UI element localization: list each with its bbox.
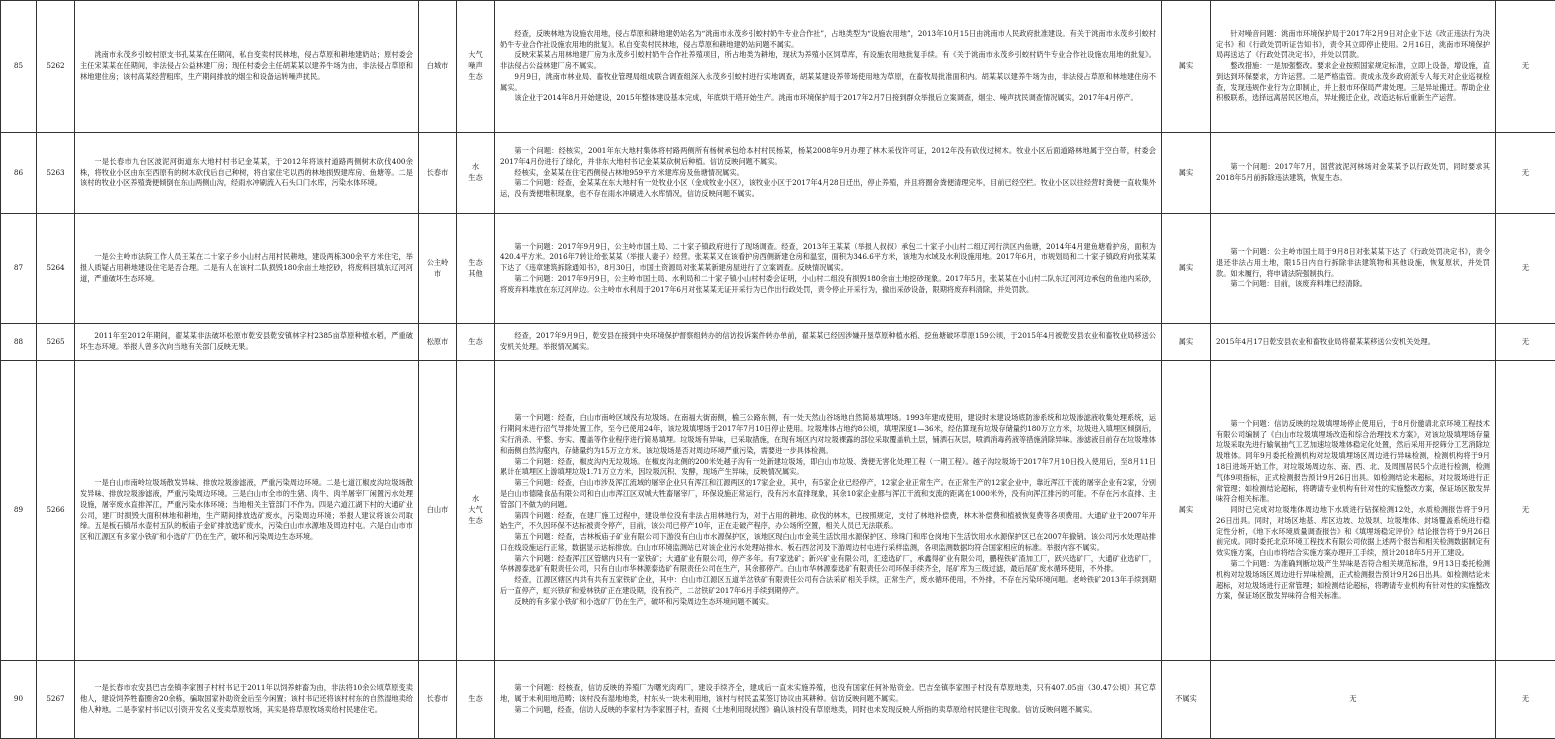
area-cell: 白山市 [419, 361, 457, 661]
verdict-cell: 属实 [1162, 214, 1211, 324]
type-cell: 水 生态 [457, 133, 495, 214]
table-body [1, 1, 1555, 739]
table-row [1, 361, 1555, 661]
table-row [1, 324, 1555, 361]
row-code: 5266 [37, 361, 75, 661]
accountability-cell: 无 [1496, 361, 1555, 661]
handling-para: 2015年4月17日乾安县农业和畜牧业局将翟某某移送公安机关处理。 [1216, 337, 1490, 348]
table-row [1, 1, 1555, 133]
handling-cell [1211, 1, 1496, 133]
findings-para: 第一个问题：2017年9月9日，公主岭市国土局、二十家子镇政府进行了现场调查。经查，2013年王某某（举报人叔叔）承包二十家子小山村二组辽河行洪区内鱼塘，2014年4月建鱼塘看护房，面积为420.4平方米。2016年7转让给张某某（举报人妻子）经营。张某某又在该看护房西侧新建仓房和温室，面积为346.6平方米，该地为水域及水利设施用地。2017年6月，市规划局和二十家子镇政府向张某某下达了《违章建筑拆除通知书》，8月30日，市国土资源局对张某某新建房屋进行了立案调查。反映情况属实。 [500, 242, 1156, 274]
verdict-cell: 属实 [1162, 1, 1211, 133]
findings-para: 经核实，金某某在住宅西侧侵占林地959平方米建库房及鱼塘情况属实。 [500, 168, 1156, 179]
handling-cell [1211, 133, 1496, 214]
handling-para: 针对噪音问题：洮南市环境保护局于2017年2月9日对企业下达《改正违法行为决定书》和《行政处罚听证告知书》，责令其立即停止使用。2月16日，洮南市环境保护局再送达了《行政处罚决定书》，并处以罚款。 [1216, 29, 1490, 61]
complaint-cell [75, 133, 419, 214]
handling-cell [1211, 214, 1496, 324]
findings-para: 9月9日，洮南市林业局、畜牧业管理局组成联合调查组深入永茂乡引蛟村进行实地调查，胡某某建设养带场使用地为草原，在畜牧局批准面积内。胡某某以建养牛场为由，非法侵占草原和林地建住房不属实。 [500, 72, 1156, 94]
findings-para: 第四个问题：经查，在建厂施工过程中，建设单位没有非法占用林地行为，对于占用的耕地、砍伐的林木，已按照规定，支付了林地补偿费，林木补偿费和植被恢复费等各项费用。大通矿业于2007年开始生产，不久因环保不达标被责令停产，目前，该公司已停产10年，正在走破产程序，办公场所空置，相关人员已无法联系。 [500, 511, 1156, 533]
handling-para: 第一个问题：公主岭市国土局于9月8日对张某某下达了《行政处罚决定书》，责令退还非法占用土地，限15日内自行拆除非法建筑物和其他设施，恢复原状，并处罚款。如未履行，将申请法院强制执行。 [1216, 247, 1490, 279]
handling-cell: 无 [1211, 661, 1496, 739]
findings-cell [495, 361, 1162, 661]
complaint-cell [75, 214, 419, 324]
row-code: 5264 [37, 214, 75, 324]
findings-para: 经查，2017年9月9日，乾安县在接到中央环境保护督察组转办的信访投诉案件转办单前，翟某某已经因涉嫌开垦草原种植水稻、挖鱼塘破坏草原159公顷，于2015年4月被乾安县农业和畜牧业局移送公安机关处理。举报情况属实。 [500, 331, 1156, 353]
handling-para: 第二个问题：为准确判断垃圾产生异味是否符合相关规范标准，9月13日委托检测机构对垃圾场场区周边进行异味检测，正式检测报告预计9月26日出具。如检测结论未超标，对垃圾场进行正常管理；如检测结论超标，将聘请专业机构有针对性的实施整改方案，保证场区散发异味符合相关标准。 [1216, 559, 1490, 602]
row-seq: 86 [1, 133, 37, 214]
handling-para: 第一个问题：信访反映的垃圾填埋场停止使用后，于8月份邀请北京环境工程技术有限公司编制了《白山市垃圾填埋场改造和综合治理技术方案》，对该垃圾填埋场存量垃圾采取先进行输氧抽气工艺加速垃圾堆体稳定化处置，然后采用开挖筛分工艺消除垃圾堆体。同年9月委托检测机构对垃圾填埋场区周边进行异味检测，检测机构将于9月18日进场开始工作，对垃圾场周边东、南、西、北、及周围居民5个点进行检测，检测气体9项指标，正式检测报告预计9月26日出具。如检测结论未超标，对垃圾场进行正常管理；如检测结论超标，将聘请专业机构有针对性的实施整改方案，保证场区散发异味符合相关标准。 [1216, 419, 1490, 505]
verdict-cell: 属实 [1162, 133, 1211, 214]
area-cell: 公主岭 市 [419, 214, 457, 324]
row-code: 5263 [37, 133, 75, 214]
row-seq: 88 [1, 324, 37, 361]
type-cell: 生态 [457, 324, 495, 361]
row-seq: 85 [1, 1, 37, 133]
accountability-cell: 无 [1496, 324, 1555, 361]
handling-para: 整改措施：一是加强整改。要求企业按照国家规定标准，立即上设备，增设施，直到达到环保要求，方许运营。二是严格监管。责成永茂乡政府派专人每天对企业巡视检查，发现违规作业行为立即制止，并上报市环保局严肃处理。三是异址搬迁。帮助企业积极联系，选择远离居民区地点，异址搬迁企业，改造达标后重新生产运营。 [1216, 61, 1490, 104]
complaint-text: 洮南市永茂乡引蛟村原支书孔某某在任期间，私自变卖村民林地，侵占草原和耕地建奶站；原村委会主任宋某某在任期间，非法侵占公益林建厂房；现任村委会主任胡某某以建养牛场为由，非法侵占草原和林地建住房；该村高某经营粗库，生产期间排放的烟尘和设备运转噪声扰民。 [80, 50, 413, 82]
findings-para: 该企业于2014年8月开始建设，2015年整体建设基本完成，年底烘干塔开始生产。洮南市环境保护局于2017年2月7日接到群众举报后立案调查，烟尘、噪声扰民调查情况属实，2017年4月停产。 [500, 93, 1156, 104]
row-seq: 89 [1, 361, 37, 661]
area-cell: 长春市 [419, 661, 457, 739]
type-cell: 生态 [457, 661, 495, 739]
handling-para: 同时已完成对垃圾堆体周边地下水质进行钻探检测12处，水质检测报告将于9月26日出具。同时，对场区地基、库区边坡、垃圾坝、垃圾堆体、封场覆盖系统进行稳定性分析，《地下水环境质量调查报告》和《填埋场稳定评价》结论报告将于9月26日前完成。同时委托北京环境工程技术有限公司依据上述两个报告和相关检测数据制定有效实施方案，白山市将结合实施方案办理开工手续，预计2018年5月开工建设。 [1216, 505, 1490, 559]
row-code: 5262 [37, 1, 75, 133]
accountability-cell: 无 [1496, 1, 1555, 133]
handling-cell [1211, 324, 1496, 361]
complaint-text: 2011年至2012年期间，翟某某非法破坏松原市乾安县乾安镇林字村2385亩草原种植水稻，严重破坏生态环境。举报人曾多次向当地有关部门反映无果。 [80, 331, 413, 353]
complaint-text: 一是长春市农安县巴吉垒镇李家围子村村书记于2011年以饲养蚌畜为由，非法将10余公顷草原变卖他人，建设饲养牲畜圈舍20余栋，骗取国家补助资金后至今闲置；该村书记还将该村村东的自然湿地卖给他人种地。二是李家村书记以引资开发名义变卖草原牧场，其实是将草原牧场卖给村民建住宅。 [80, 683, 413, 715]
complaint-cell [75, 361, 419, 661]
handling-para: 第二个问题：目前，该废弃料堆已经清除。 [1216, 279, 1490, 290]
complaint-cell [75, 1, 419, 133]
area-cell: 松原市 [419, 324, 457, 361]
accountability-cell: 无 [1496, 661, 1555, 739]
findings-cell [495, 661, 1162, 739]
findings-cell [495, 324, 1162, 361]
type-cell: 生态 其他 [457, 214, 495, 324]
findings-para: 第一个问题：经核查，信访反映的养殖厂为曙光肉鸡厂，建设手续齐全，建成后一直未实施养殖，也没有国家任何补贴资金。巴吉垒镇李家围子村没有草原地类，只有407.05亩（30.47公顷）其它草地，属于未利用地范畴；该村没有湿地地类，村东头一块未利用地，该村与村民孟某签订协议由其耕种。信访反映问题不属实。 [500, 683, 1156, 705]
row-seq: 90 [1, 661, 37, 739]
findings-para: 第六个问题：经查浑江区管辖内只有一家铁矿；大通矿业有限公司，停产多年。有7家选矿；新兴矿业有限公司，汇逵选矿厂，承鑫得矿业有限公司，鹏程铁矿渣加工厂，跃兴选矿厂，大通矿业选矿厂，华林源泰选矿有限责任公司，只有白山市华林源泰选矿有限责任公司在生产，其余都停产。白山市华林源泰选矿有限责任公司环保手续齐全，尾矿库为三级过滤，最后尾矿废水循环使用，不外排。 [500, 554, 1156, 576]
type-cell: 大气 噪声 生态 [457, 1, 495, 133]
findings-para: 第三个问题：经查，白山市涉及浑江流域的屠宰企业只有浑江和江源两区的17家企业，其中，有5家企业已经停产，12家企业正常生产。在正常生产的12家企业中，靠近浑江干流的屠宰企业有2家，分别是白山市德隆食品有限公司和白山市浑江区双城大牲畜屠宰厂，环保设施正常运行，没有污水直排现象，其余10家企业都与浑江干流和支流的距离在1000米外，没有向浑江排污的可能。不存在污水直排、主管部门不做为的问题。 [500, 478, 1156, 510]
handling-para: 第一个问题：2017年7月，国营波泥河林场对金某某予以行政处罚，同时要求其2018年5月前拆除违法建筑，恢复生态。 [1216, 162, 1490, 184]
type-cell: 水 大气 生态 [457, 361, 495, 661]
findings-para: 第二个问题：经查，椒皮沟内无垃圾场。在椒皮沟北侧的200米处越子沟有一处新建垃圾场，即白山市垃圾、粪便无害化处理工程（一期工程）。越子沟垃圾场于2017年7月10日投入使用后，至8月11日累计在填埋区上游填埋垃圾1.71万立方米，因垃圾沉积、发酵，现场产生异味，反映情况属实。 [500, 457, 1156, 479]
findings-para: 经查，江源区辖区内共有共有五家铁矿企业，其中：白山市江源区五道羊岔铁矿有限责任公司有合法采矿相关手续，正常生产，废水循环使用，不外排，不存在污染环境问题。老岭铁矿2013年手续到期后一直停产，虹兴铁矿和爱林铁矿正在建设期，没有投产，二岔铁矿2017年6月手续到期停产。 [500, 575, 1156, 597]
table-row [1, 133, 1555, 214]
accountability-cell: 无 [1496, 133, 1555, 214]
complaint-text: 一是白山市南岭垃圾场散发异味、排放垃圾渗滤液，严重污染周边环境。二是七道江椒皮沟垃圾场散发异味、排放垃圾渗滤液，严重污染周边环境。三是白山市全市的生猪、肉牛、肉羊屠宰厂闲置污水处理设施，屠宰废水直排浑江，严重污染水体环境；当地相关主管部门不作为。四是六道江湖下村的大通矿业公司，建厂时损毁大面积林地和耕地，生产期间排放选矿废水，污染周边环境；举报人建议将该公司取缔。五是板石镇吊水壶村五队的板庙子金矿排放选矿废水，污染白山市水源地及周边村屯。六是白山市市区和江源区有多家小铁矿和小选矿厂仍在生产，破坏和污染周边生态环境。 [80, 478, 413, 543]
findings-cell [495, 214, 1162, 324]
table-row [1, 661, 1555, 739]
findings-para: 第一个问题：经查，白山市南岭区域没有垃圾场。在南福大街南侧，榆三公路东侧，有一处天然山谷场地自然简易填埋场。1993年建成使用，建设时未建设场底防渗系统和垃圾渗滤液收集处理系统，运行期间未进行沼气导排处置工作，至今已使用24年，该垃圾填埋场于2017年7月10日停止使用。垃圾堆体占地约8公顷，填埋深度1—36米，经估算现有垃圾存储量约180万立方米，垃圾进入填埋区倾倒后，实行消杀、平整、夯实、覆盖等作业程序进行简易填埋。垃圾场有异味，已采取措施，在现有场区内对垃圾裸露的部位采取覆盖轨土层，铺洒石灰层，喷洒消毒药液等措施消除异味。渗滤液目前存在垃圾堆体和南侧自然沟壑内，存储量约为15万立方米。该垃圾场是否对周边环境严重污染，需要进一步具体检测。 [500, 413, 1156, 456]
complaint-text: 一是长春市九台区波泥河街道东大地村村书记金某某，于2012年将该村道路两侧树木砍伐400余株，将牧业小区由东至西原有的树木砍伐后自己种树，将自家住宅以西的林地损毁建库房、鱼塘等。二是该村的牧业小区养殖粪便倾倒在东山两侧山沟，经雨水冲刷流入石头口门水库，污染水体环境。 [80, 157, 413, 189]
row-code: 5267 [37, 661, 75, 739]
verdict-cell: 不属实 [1162, 661, 1211, 739]
findings-cell [495, 133, 1162, 214]
accountability-cell: 无 [1496, 214, 1555, 324]
findings-para: 第二个问题：2017年9月9日，公主岭市国土局、水利局和二十家子镇小山村村委会证明，小山村二组没有损毁180余亩土地挖砂现象。2017年5月，张某某在小山村二队东辽河河边承包的鱼池内采砂，将废弃料堆放在东辽河岸边。公主岭市水利局于2017年6月对张某某无证开采行为已作出行政处罚，责令停止开采行为，撤出采砂设备，限期将废弃料清除，并处罚款。 [500, 274, 1156, 296]
verdict-cell: 属实 [1162, 361, 1211, 661]
table-row [1, 214, 1555, 324]
row-seq: 87 [1, 214, 37, 324]
area-cell: 长春市 [419, 133, 457, 214]
findings-cell [495, 1, 1162, 133]
findings-para: 第二个问题：经查，金某某在东大地村有一处牧业小区（金成牧业小区），该牧业小区于2017年4月28日迁出，停止养殖，并且将圈舍粪便清理完毕，目前已经空栏。牧业小区以往经营时粪便一直收集外运，没有粪便堆积现象，也不存在雨水冲刷进入水库情况，信访反映问题不属实。 [500, 178, 1156, 200]
complaint-cell [75, 324, 419, 361]
row-code: 5265 [37, 324, 75, 361]
handling-cell [1211, 361, 1496, 661]
findings-para: 经查，反映林地为设施农用地，侵占草原和耕地建奶站名为“洮南市永茂乡引蛟村奶牛专业合作社”，占地类型为“设施农用地”，2013年10月15日由洮南市人民政府批准建设。有关于洮南市永茂乡引蛟村奶牛专业合作社设施农用地的批复》。私自变卖村民林地，侵占草原和耕地建奶站问题不属实。 [500, 29, 1156, 51]
findings-para: 第一个问题：经核实，2001年东大地村集体将村路两侧所有杨树承包给本村村民杨某，杨某2008年9月办理了林木采伐许可证，2012年没有砍伐过树木。牧业小区后面道路林地属于空白带，村委会2017年4月份进行了绿化，并非东大地村书记金某某砍树后种植。信访反映问题不属实。 [500, 146, 1156, 168]
area-cell: 白城市 [419, 1, 457, 133]
complaint-text: 一是公主岭市法院工作人员王某在二十家子乡小山村占用村民耕地，建设两栋300余平方米住宅，举报人质疑占用耕地建设住宅是否合理。二是有人在该村二队损毁180余亩土地挖砂，将废料回填东辽河河道，严重破坏生态环境。 [80, 252, 413, 284]
findings-para: 第二个问题，经查，信访人反映的李家村为李家围子村，查阅《土地利用现状图》确认该村没有草原地类，同时也未发现反映人所指的卖草原给村民建住宅现象。信访反映问题不属实。 [500, 705, 1156, 716]
findings-para: 反映宋某某占用林地建厂房为永茂乡引蛟村奶牛合作社养殖项目，所占地类为耕地，现状为养殖小区饲草库，有设施农用地批复手续。有《关于洮南市永茂乡引蛟村奶牛专业合作社设施农用地的批复》。非法侵占公益林建厂房不属实。 [500, 50, 1156, 72]
verdict-cell: 属实 [1162, 324, 1211, 361]
findings-para: 反映的有多家小铁矿和小选矿厂仍在生产，破坏和污染周边生态环境问题不属实。 [500, 597, 1156, 608]
complaint-cell [75, 661, 419, 739]
findings-para: 第五个问题：经查，吉林板庙子矿业有限公司下游没有白山市水源保护区，该地区现白山市金英生活饮用水源保护区、珍珠门和库仓岗地下生活饮用水水源保护区已在2007年撤销。该公司污水处理站排口在线设施运行正常，数据显示达标排放。白山市环境监测站已对该企业污水处理站排水、板石西岔河及下游周边村屯进行采样监测，各项监测数据均符合国家相应的标准。举报内容不属实。 [500, 532, 1156, 554]
